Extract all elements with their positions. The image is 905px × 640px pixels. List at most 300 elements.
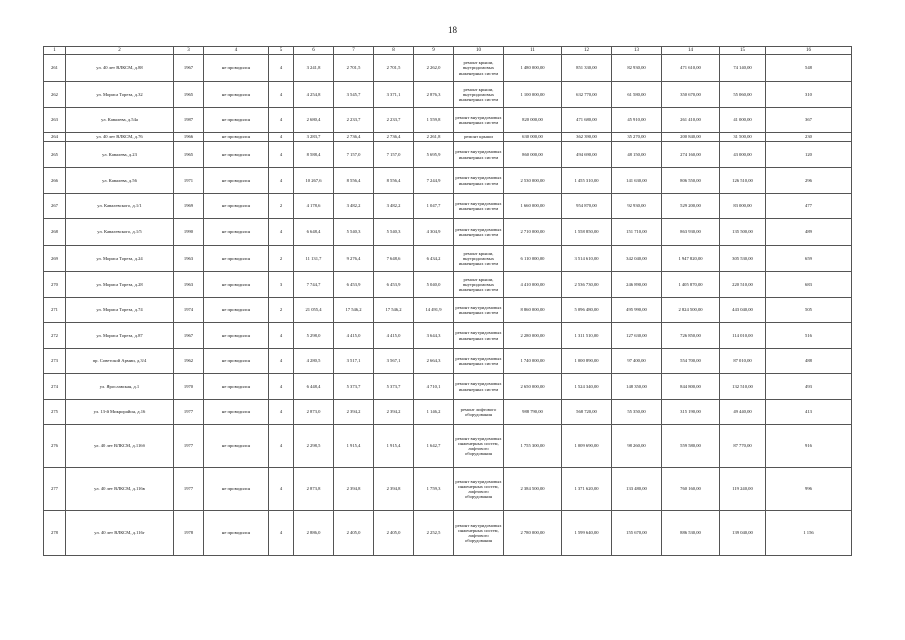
area-cell: 2 873,0 — [294, 400, 334, 425]
area-cell: 4 710,1 — [414, 374, 454, 400]
area-cell: 6 648,4 — [294, 219, 334, 246]
cost-cell: 1 405 870,00 — [662, 272, 720, 298]
status-cell: не проводился — [204, 168, 269, 194]
work-type-cell: ремонт внутридомовых инженерных систем — [454, 168, 504, 194]
cost-cell: 139 040,00 — [720, 511, 766, 556]
area-cell: 10 267,6 — [294, 168, 334, 194]
address-cell: ул. Кавалевского, д.1/1 — [66, 194, 174, 219]
table-row — [44, 108, 852, 133]
cost-cell: 31 500,00 — [720, 133, 766, 142]
work-type-cell: ремонт крыши, внутридомовых инженерных систем — [454, 246, 504, 272]
cost-cell: 554 700,00 — [662, 349, 720, 374]
status-cell: не проводился — [204, 298, 269, 323]
row-number: 276 — [44, 425, 66, 468]
cost-cell: 35 270,00 — [612, 133, 662, 142]
table-row — [44, 349, 852, 374]
area-cell: 6 448,4 — [294, 374, 334, 400]
address-cell: ул. Мориса Тореза, д.74 — [66, 298, 174, 323]
floors-cell: 4 — [269, 108, 294, 133]
area-cell: 2 873,8 — [294, 468, 334, 511]
area-cell: 2 680,4 — [294, 108, 334, 133]
cost-cell: 43 000,00 — [720, 142, 766, 168]
area-cell: 5 298,0 — [294, 323, 334, 349]
area-cell: 2 394,8 — [334, 468, 374, 511]
cost-cell: 1 947 820,00 — [662, 246, 720, 272]
area-cell: 2 876,3 — [414, 82, 454, 108]
total-cost-cell: 1 740 000,00 — [504, 349, 562, 374]
total-cost-cell: 1 660 000,00 — [504, 194, 562, 219]
cost-cell: 886 530,00 — [662, 511, 720, 556]
cost-cell: 568 720,00 — [562, 400, 612, 425]
cost-cell: 49 440,00 — [720, 400, 766, 425]
cost-cell: 45 910,00 — [612, 108, 662, 133]
cost-cell: 471 610,00 — [662, 55, 720, 82]
address-cell: ул. Ярославская, д.1 — [66, 374, 174, 400]
year-cell: 1966 — [174, 133, 204, 142]
status-cell: не проводился — [204, 246, 269, 272]
table-body — [44, 55, 852, 556]
address-cell: ул. Мориса Тореза, д.87 — [66, 323, 174, 349]
cost-cell: 315 190,00 — [662, 400, 720, 425]
area-cell: 6 434,2 — [414, 246, 454, 272]
floors-cell: 4 — [269, 55, 294, 82]
year-cell: 1965 — [174, 142, 204, 168]
row-number: 266 — [44, 168, 66, 194]
area-cell: 2 252,5 — [414, 511, 454, 556]
cost-cell: 141 630,00 — [612, 168, 662, 194]
row-number: 267 — [44, 194, 66, 219]
year-cell: 1969 — [174, 194, 204, 219]
address-cell: ул. 40 лет ВЛКСМ, д.88 — [66, 55, 174, 82]
table-row — [44, 133, 852, 142]
value-cell: 516 — [766, 323, 852, 349]
row-number: 261 — [44, 55, 66, 82]
year-cell: 1965 — [174, 82, 204, 108]
address-cell: ул. 40 лет ВЛКСМ, д.116в — [66, 468, 174, 511]
cost-cell: 246 890,00 — [612, 272, 662, 298]
area-cell: 3 283,7 — [294, 133, 334, 142]
area-cell: 1 642,7 — [414, 425, 454, 468]
address-cell: ул. 13-й Микрорайон, д.16 — [66, 400, 174, 425]
area-cell: 3 371,1 — [374, 82, 414, 108]
cost-cell: 471 680,00 — [562, 108, 612, 133]
cost-cell: 98 260,00 — [612, 425, 662, 468]
floors-cell: 4 — [269, 425, 294, 468]
year-cell: 1990 — [174, 219, 204, 246]
row-number: 269 — [44, 246, 66, 272]
status-cell: не проводился — [204, 323, 269, 349]
area-cell: 5 373,7 — [374, 374, 414, 400]
value-cell: 120 — [766, 142, 852, 168]
area-cell: 2 405,0 — [374, 511, 414, 556]
area-cell: 3 241,8 — [294, 55, 334, 82]
cost-cell: 760 160,00 — [662, 468, 720, 511]
total-cost-cell: 820 000,00 — [504, 108, 562, 133]
work-type-cell: ремонт внутридомовых инженерных систем — [454, 374, 504, 400]
work-type-cell: ремонт внутридомовых инженерных систем — [454, 194, 504, 219]
area-cell: 17 546,2 — [374, 298, 414, 323]
column-header: 15 — [720, 47, 766, 55]
cost-cell: 92 930,00 — [612, 194, 662, 219]
value-cell: 367 — [766, 108, 852, 133]
total-cost-cell: 2 280 000,00 — [504, 323, 562, 349]
table-row — [44, 374, 852, 400]
work-type-cell: ремонт внутридомовых инженерных систем, лифтового оборудования — [454, 511, 504, 556]
cost-cell: 1 311 510,00 — [562, 323, 612, 349]
area-cell: 5 695,9 — [414, 142, 454, 168]
column-header: 6 — [294, 47, 334, 55]
column-header: 4 — [204, 47, 269, 55]
header-row — [44, 47, 852, 55]
total-cost-cell: 2 530 000,00 — [504, 168, 562, 194]
area-cell: 7 244,9 — [414, 168, 454, 194]
row-number: 264 — [44, 133, 66, 142]
row-number: 263 — [44, 108, 66, 133]
total-cost-cell: 8 860 000,00 — [504, 298, 562, 323]
value-cell: 230 — [766, 133, 852, 142]
cost-cell: 87 770,00 — [720, 425, 766, 468]
value-cell: 489 — [766, 219, 852, 246]
area-cell: 3 482,2 — [334, 194, 374, 219]
cost-cell: 220 510,00 — [720, 272, 766, 298]
area-cell: 6 453,9 — [374, 272, 414, 298]
value-cell: 659 — [766, 246, 852, 272]
cost-cell: 97 400,00 — [612, 349, 662, 374]
cost-cell: 1 558 850,00 — [562, 219, 612, 246]
floors-cell: 4 — [269, 468, 294, 511]
row-number: 274 — [44, 374, 66, 400]
cost-cell: 362 390,00 — [562, 133, 612, 142]
address-cell: ул. 40 лет ВЛКСМ, д.116б — [66, 425, 174, 468]
area-cell: 2 405,0 — [334, 511, 374, 556]
year-cell: 1977 — [174, 468, 204, 511]
cost-cell: 1 455 310,00 — [562, 168, 612, 194]
area-cell: 7 157,0 — [334, 142, 374, 168]
area-cell: 2 736,4 — [374, 133, 414, 142]
status-cell: не проводился — [204, 219, 269, 246]
cost-cell: 200 840,00 — [662, 133, 720, 142]
area-cell: 3 482,2 — [374, 194, 414, 219]
status-cell: не проводился — [204, 142, 269, 168]
address-cell: ул. Кавалева, д.23 — [66, 142, 174, 168]
year-cell: 1967 — [174, 323, 204, 349]
table-row — [44, 298, 852, 323]
column-header: 7 — [334, 47, 374, 55]
status-cell: не проводился — [204, 374, 269, 400]
value-cell: 996 — [766, 468, 852, 511]
area-cell: 6 453,9 — [334, 272, 374, 298]
cost-cell: 1 524 340,00 — [562, 374, 612, 400]
total-cost-cell: 2 710 000,00 — [504, 219, 562, 246]
area-cell: 5 040,0 — [414, 272, 454, 298]
work-type-cell: ремонт внутридомовых инженерных систем — [454, 349, 504, 374]
area-cell: 1 759,3 — [414, 468, 454, 511]
floors-cell: 4 — [269, 168, 294, 194]
year-cell: 1971 — [174, 168, 204, 194]
area-cell: 8 556,4 — [374, 168, 414, 194]
cost-cell: 261 410,00 — [662, 108, 720, 133]
work-type-cell: ремонт внутридомовых инженерных систем — [454, 142, 504, 168]
row-number: 270 — [44, 272, 66, 298]
value-cell: 413 — [766, 400, 852, 425]
value-cell: 505 — [766, 298, 852, 323]
area-cell: 7 744,7 — [294, 272, 334, 298]
work-type-cell: ремонт внутридомовых инженерных систем — [454, 219, 504, 246]
area-cell: 4 304,9 — [414, 219, 454, 246]
area-cell: 3 517,1 — [334, 349, 374, 374]
status-cell: не проводился — [204, 82, 269, 108]
cost-cell: 151 710,00 — [612, 219, 662, 246]
table-row — [44, 468, 852, 511]
status-cell: не проводился — [204, 272, 269, 298]
cost-cell: 83 000,00 — [720, 194, 766, 219]
area-cell: 1 915,4 — [334, 425, 374, 468]
cost-cell: 1 009 690,00 — [562, 425, 612, 468]
floors-cell: 4 — [269, 219, 294, 246]
floors-cell: 2 — [269, 194, 294, 219]
total-cost-cell: 4 410 000,00 — [504, 272, 562, 298]
column-header: 2 — [66, 47, 174, 55]
area-cell: 8 556,4 — [334, 168, 374, 194]
cost-cell: 87 010,00 — [720, 349, 766, 374]
area-cell: 5 540,3 — [334, 219, 374, 246]
total-cost-cell: 2 650 000,00 — [504, 374, 562, 400]
column-header: 11 — [504, 47, 562, 55]
total-cost-cell: 630 000,00 — [504, 133, 562, 142]
cost-cell: 529 200,00 — [662, 194, 720, 219]
row-number: 272 — [44, 323, 66, 349]
area-cell: 2 298,5 — [294, 425, 334, 468]
row-number: 271 — [44, 298, 66, 323]
page-number: 18 — [448, 25, 457, 35]
total-cost-cell: 2 780 000,00 — [504, 511, 562, 556]
floors-cell: 2 — [269, 246, 294, 272]
cost-cell: 61 580,00 — [612, 82, 662, 108]
cost-cell: 3 514 610,00 — [562, 246, 612, 272]
cost-cell: 274 160,00 — [662, 142, 720, 168]
work-type-cell: ремонт крыши, внутридомовых инженерных систем — [454, 82, 504, 108]
column-header: 1 — [44, 47, 66, 55]
area-cell: 8 588,4 — [294, 142, 334, 168]
area-cell: 3 545,7 — [334, 82, 374, 108]
area-cell: 14 491,9 — [414, 298, 454, 323]
year-cell: 1967 — [174, 55, 204, 82]
cost-cell: 350 670,00 — [662, 82, 720, 108]
cost-cell: 494 690,00 — [562, 142, 612, 168]
total-cost-cell: 2 384 500,00 — [504, 468, 562, 511]
work-type-cell: ремонт крыши, внутридомовых инженерных систем — [454, 55, 504, 82]
area-cell: 17 546,2 — [334, 298, 374, 323]
cost-cell: 127 630,00 — [612, 323, 662, 349]
row-number: 275 — [44, 400, 66, 425]
cost-cell: 135 500,00 — [720, 219, 766, 246]
work-type-cell: ремонт лифтового оборудования — [454, 400, 504, 425]
total-cost-cell: 860 000,00 — [504, 142, 562, 168]
area-cell: 2 394,2 — [334, 400, 374, 425]
year-cell: 1987 — [174, 108, 204, 133]
column-header: 3 — [174, 47, 204, 55]
area-cell: 2 701,5 — [374, 55, 414, 82]
cost-cell: 443 040,00 — [720, 298, 766, 323]
area-cell: 4 280,5 — [294, 349, 334, 374]
value-cell: 477 — [766, 194, 852, 219]
cost-cell: 132 510,00 — [720, 374, 766, 400]
table-row — [44, 194, 852, 219]
column-header: 10 — [454, 47, 504, 55]
status-cell: не проводился — [204, 400, 269, 425]
table-row — [44, 246, 852, 272]
floors-cell: 3 — [269, 272, 294, 298]
area-cell: 4 178,6 — [294, 194, 334, 219]
area-cell: 2 262,0 — [414, 55, 454, 82]
cost-cell: 495 990,00 — [612, 298, 662, 323]
year-cell: 1974 — [174, 298, 204, 323]
area-cell: 2 233,7 — [374, 108, 414, 133]
status-cell: не проводился — [204, 511, 269, 556]
table-row — [44, 323, 852, 349]
work-type-cell: ремонт внутридомовых инженерных систем — [454, 108, 504, 133]
value-cell: 548 — [766, 55, 852, 82]
column-header: 5 — [269, 47, 294, 55]
year-cell: 1970 — [174, 374, 204, 400]
floors-cell: 4 — [269, 323, 294, 349]
column-header: 13 — [612, 47, 662, 55]
row-number: 273 — [44, 349, 66, 374]
value-cell: 1 156 — [766, 511, 852, 556]
work-type-cell: ремонт внутридомовых инженерных систем — [454, 298, 504, 323]
status-cell: не проводился — [204, 194, 269, 219]
area-cell: 3 644,3 — [414, 323, 454, 349]
cost-cell: 1 000 890,00 — [562, 349, 612, 374]
area-cell: 2 736,4 — [334, 133, 374, 142]
work-type-cell: ремонт крыши, внутридомовых инженерных систем — [454, 272, 504, 298]
cost-cell: 1 371 620,00 — [562, 468, 612, 511]
status-cell: не проводился — [204, 468, 269, 511]
work-type-cell: ремонт крыши — [454, 133, 504, 142]
cost-cell: 114 010,00 — [720, 323, 766, 349]
cost-cell: 41 000,00 — [720, 108, 766, 133]
area-cell: 4 415,0 — [374, 323, 414, 349]
total-cost-cell: 1 755 300,00 — [504, 425, 562, 468]
value-cell: 310 — [766, 82, 852, 108]
cost-cell: 342 040,00 — [612, 246, 662, 272]
total-cost-cell: 988 790,00 — [504, 400, 562, 425]
year-cell: 1963 — [174, 272, 204, 298]
cost-cell: 55 060,00 — [720, 82, 766, 108]
area-cell: 1 915,4 — [374, 425, 414, 468]
table-row — [44, 219, 852, 246]
table-row — [44, 425, 852, 468]
address-cell: ул. Кавалева, д.56 — [66, 168, 174, 194]
area-cell: 3 567,1 — [374, 349, 414, 374]
floors-cell: 2 — [269, 298, 294, 323]
cost-cell: 133 480,00 — [612, 468, 662, 511]
area-cell: 1 146,2 — [414, 400, 454, 425]
address-cell: ул. Мориса Тореза, д.32 — [66, 82, 174, 108]
floors-cell: 4 — [269, 82, 294, 108]
year-cell: 1977 — [174, 425, 204, 468]
area-cell: 4 254,8 — [294, 82, 334, 108]
status-cell: не проводился — [204, 425, 269, 468]
row-number: 262 — [44, 82, 66, 108]
table-row — [44, 400, 852, 425]
floors-cell: 4 — [269, 374, 294, 400]
area-cell: 11 131,7 — [294, 246, 334, 272]
area-cell: 21 055,4 — [294, 298, 334, 323]
cost-cell: 851 330,00 — [562, 55, 612, 82]
cost-cell: 48 150,00 — [612, 142, 662, 168]
area-cell: 2 261,8 — [414, 133, 454, 142]
year-cell: 1977 — [174, 400, 204, 425]
area-cell: 7 648,6 — [374, 246, 414, 272]
status-cell: не проводился — [204, 55, 269, 82]
table-row — [44, 55, 852, 82]
cost-cell: 148 350,00 — [612, 374, 662, 400]
floors-cell: 4 — [269, 133, 294, 142]
area-cell: 2 394,2 — [374, 400, 414, 425]
cost-cell: 844 800,00 — [662, 374, 720, 400]
data-table — [43, 46, 852, 556]
table-row — [44, 511, 852, 556]
cost-cell: 119 240,00 — [720, 468, 766, 511]
table-row — [44, 142, 852, 168]
area-cell: 5 540,3 — [374, 219, 414, 246]
column-header: 12 — [562, 47, 612, 55]
table-row — [44, 272, 852, 298]
cost-cell: 559 580,00 — [662, 425, 720, 468]
value-cell: 296 — [766, 168, 852, 194]
area-cell: 2 886,0 — [294, 511, 334, 556]
value-cell: 493 — [766, 374, 852, 400]
value-cell: 488 — [766, 349, 852, 374]
area-cell: 9 276,4 — [334, 246, 374, 272]
table-row — [44, 168, 852, 194]
work-type-cell: ремонт внутридомовых инженерных систем — [454, 323, 504, 349]
row-number: 265 — [44, 142, 66, 168]
cost-cell: 305 530,00 — [720, 246, 766, 272]
row-number: 268 — [44, 219, 66, 246]
cost-cell: 5 096 480,00 — [562, 298, 612, 323]
address-cell: ул. Мориса Тореза, д.28 — [66, 272, 174, 298]
cost-cell: 155 670,00 — [612, 511, 662, 556]
area-cell: 7 157,0 — [374, 142, 414, 168]
cost-cell: 126 510,00 — [720, 168, 766, 194]
address-cell: ул. Кавалева, д.54а — [66, 108, 174, 133]
cost-cell: 2 536 730,00 — [562, 272, 612, 298]
year-cell: 1962 — [174, 349, 204, 374]
cost-cell: 863 930,00 — [662, 219, 720, 246]
area-cell: 2 233,7 — [334, 108, 374, 133]
cost-cell: 806 550,00 — [662, 168, 720, 194]
area-cell: 1 047,7 — [414, 194, 454, 219]
work-type-cell: ремонт внутридомовых инженерных систем, лифтового оборудования — [454, 468, 504, 511]
year-cell: 1963 — [174, 246, 204, 272]
column-header: 9 — [414, 47, 454, 55]
total-cost-cell: 1 480 000,00 — [504, 55, 562, 82]
address-cell: ул. 40 лет ВЛКСМ, д.116г — [66, 511, 174, 556]
cost-cell: 74 140,00 — [720, 55, 766, 82]
address-cell: пр. Советской Армии, д.3/4 — [66, 349, 174, 374]
address-cell: ул. Кавалевского, д.1/5 — [66, 219, 174, 246]
address-cell: ул. Мориса Тореза, д.24 — [66, 246, 174, 272]
cost-cell: 726 850,00 — [662, 323, 720, 349]
area-cell: 2 701,5 — [334, 55, 374, 82]
area-cell: 2 664,3 — [414, 349, 454, 374]
cost-cell: 1 599 640,00 — [562, 511, 612, 556]
column-header: 8 — [374, 47, 414, 55]
cost-cell: 954 870,00 — [562, 194, 612, 219]
area-cell: 1 559,8 — [414, 108, 454, 133]
